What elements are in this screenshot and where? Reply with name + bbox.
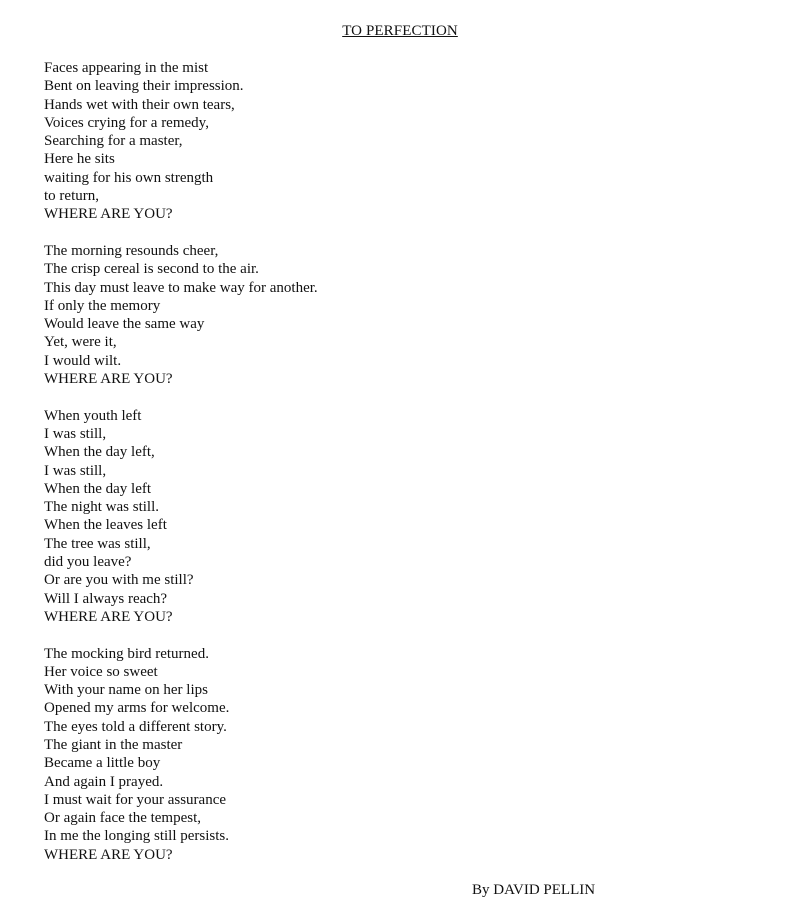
poem-line: Searching for a master, xyxy=(44,133,183,150)
poem-line: The crisp cereal is second to the air. xyxy=(44,261,259,278)
poem-line: Would leave the same way xyxy=(44,316,205,333)
poem-line: to return, xyxy=(44,188,99,205)
poem-stanza xyxy=(44,645,564,865)
poem-line: When the leaves left xyxy=(44,517,167,534)
poem-line: WHERE ARE YOU? xyxy=(44,371,173,388)
poem-line: The giant in the master xyxy=(44,736,183,753)
poem-line: Faces appearing in the mist xyxy=(44,60,209,76)
poem-line: Opened my arms for welcome. xyxy=(44,700,230,717)
poem-line: did you leave? xyxy=(44,554,132,571)
poem-line: Her voice so sweet xyxy=(44,663,158,680)
poem-line: I would wilt. xyxy=(44,352,122,369)
poem-line: The eyes told a different story. xyxy=(44,718,227,735)
poem-line: When the day left xyxy=(44,480,152,497)
poem-line: Bent on leaving their impression. xyxy=(44,78,244,95)
poem-line: I was still, xyxy=(44,462,107,479)
poem-line: With your name on her lips xyxy=(44,682,208,699)
poem-line: If only the memory xyxy=(44,297,161,314)
poem-line: The mocking bird returned. xyxy=(44,645,209,662)
poem-stanza xyxy=(44,242,564,388)
poem-line: Yet, were it, xyxy=(44,334,117,351)
poem-line: In me the longing still persists. xyxy=(44,828,229,845)
poem-body xyxy=(44,59,564,882)
poem-stanza xyxy=(44,59,564,224)
poem-line: WHERE ARE YOU? xyxy=(44,608,173,625)
poem-line: Became a little boy xyxy=(44,755,161,772)
poem-line: The morning resounds cheer, xyxy=(44,242,219,259)
poem-line: Voices crying for a remedy, xyxy=(44,114,209,131)
poem-line: The night was still. xyxy=(44,499,159,516)
poem-line: I must wait for your assurance xyxy=(44,791,227,808)
poem-line: The tree was still, xyxy=(44,535,151,552)
poem-stanza xyxy=(44,407,564,627)
poem-line: When the day left, xyxy=(44,444,155,461)
poem-line: WHERE ARE YOU? xyxy=(44,206,173,223)
poem-line: I was still, xyxy=(44,425,107,442)
poem-line: WHERE ARE YOU? xyxy=(44,846,173,863)
poem-line: This day must leave to make way for another. xyxy=(44,279,318,296)
poem-title: TO PERFECTION xyxy=(342,23,458,39)
poem-line: Here he sits xyxy=(44,151,115,168)
poem-line: waiting for his own strength xyxy=(44,169,214,186)
poem-line: When youth left xyxy=(44,407,142,424)
poem-line: Hands wet with their own tears, xyxy=(44,96,235,113)
poem-line: Or again face the tempest, xyxy=(44,810,202,827)
poem-line: Or are you with me still? xyxy=(44,572,194,589)
poem-line: And again I prayed. xyxy=(44,773,164,790)
poem-line: Will I always reach? xyxy=(44,590,168,607)
poem-author: By DAVID PELLIN xyxy=(472,882,596,898)
